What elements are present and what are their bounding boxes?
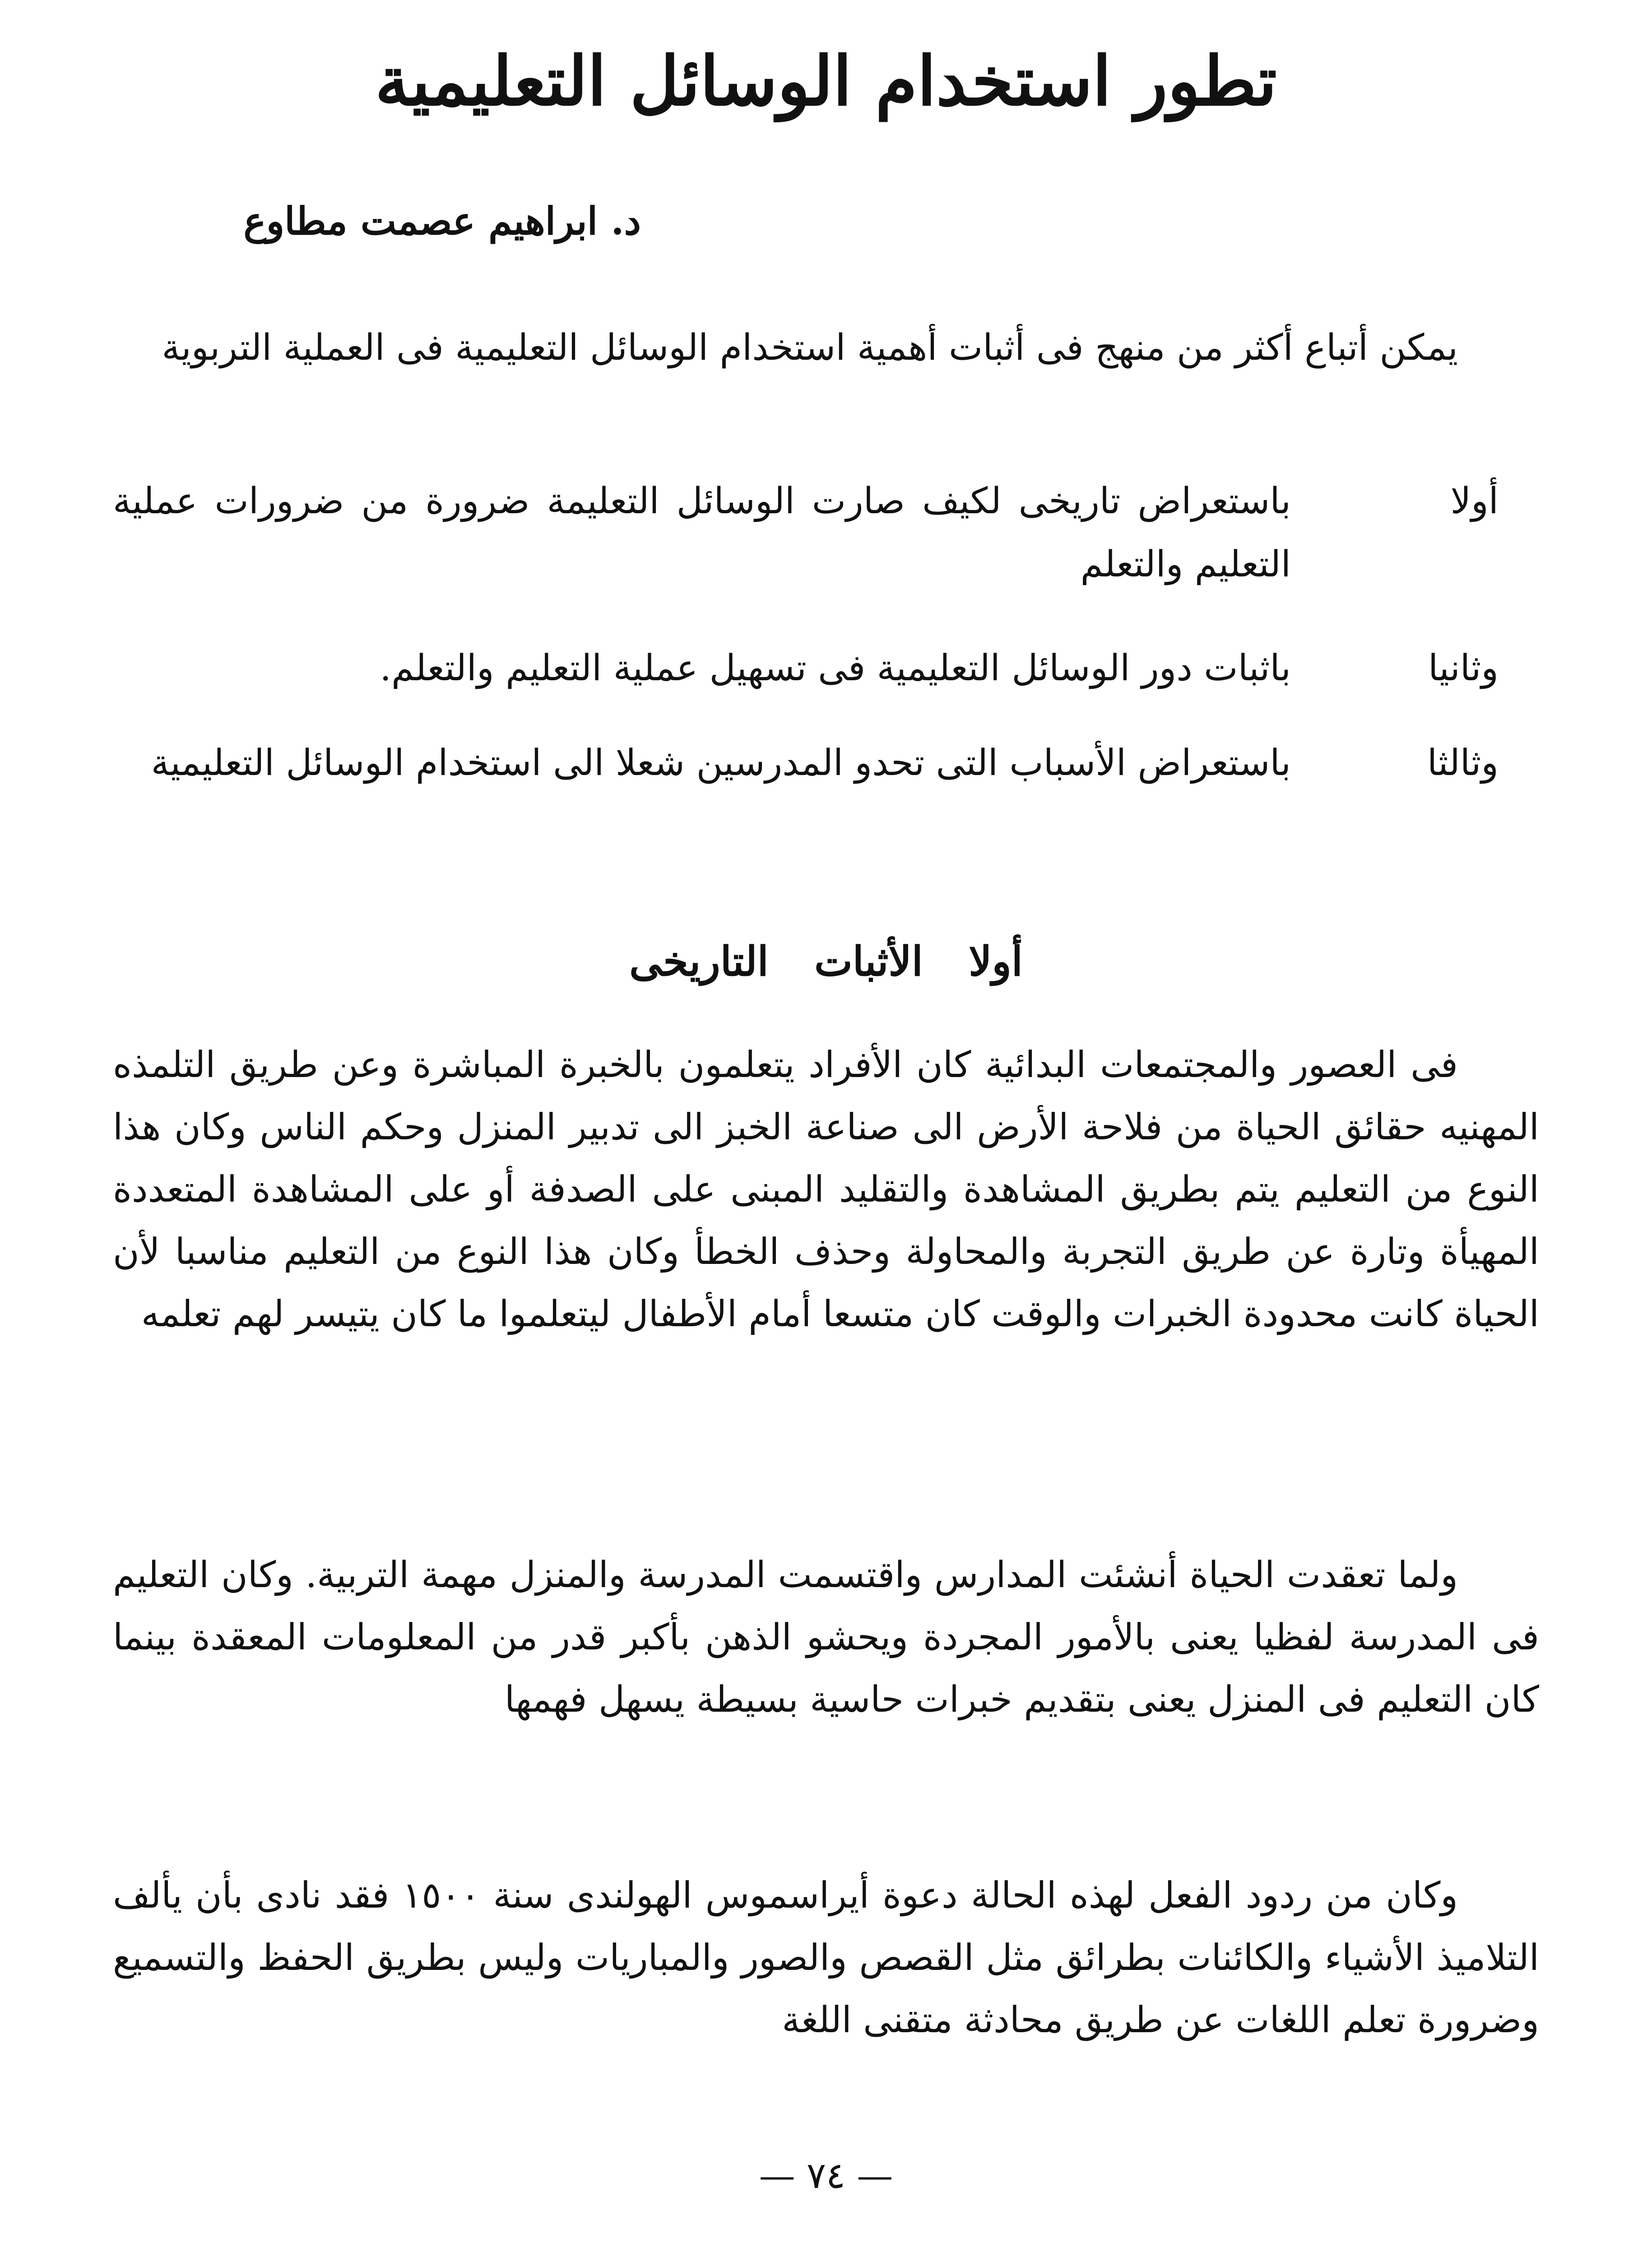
intro-paragraph [113, 316, 1539, 379]
author-name: د. ابراهيم عصمت مطاوع [243, 199, 641, 243]
list-item-third [113, 731, 1499, 794]
page-number: — ٧٤ — [759, 2155, 893, 2197]
list-item-text: باثبات دور الوسائل التعليمية فى تسهيل عملية التعليم والتعلم. [380, 647, 1291, 689]
intro-text: يمكن أتباع أكثر من منهج فى أثبات أهمية استخدام الوسائل التعليمية فى العملية التربوية [162, 326, 1458, 368]
list-item-text: باستعراض الأسباب التى تحدو المدرسين شعلا الى استخدام الوسائل التعليمية [151, 742, 1291, 784]
body-paragraph-3: وكان من ردود الفعل لهذه الحالة دعوة أيراسموس الهولندى سنة ١٥٠٠ فقد نادى بأن يألف التلاميذ الأشياء والكائنات بطرائق مثل القصص والصور والمباريات وليس بطريق الحفظ والتسميع وضرورة تعلم اللغات عن طريق محادثة متقنى اللغة [113, 1874, 1539, 2041]
list-item-text: باستعراض تاريخى لكيف صارت الوسائل التعليمة ضرورة من ضرورات عملية التعليم والتعلم [113, 480, 1291, 585]
section-heading: أولا الأثبات التاريخى [629, 938, 1023, 985]
body-paragraph-1: فى العصور والمجتمعات البدائية كان الأفراد يتعلمون بالخبرة المباشرة وعن طريق التلمذه المهنيه حقائق الحياة من فلاحة الأرض الى صناعة الخبز الى تدبير المنزل وحكم الناس وكان هذا النوع من التعليم يتم بطريق المشاهدة والتقليد المبنى على الصدفة أو على المشاهدة المتعددة المهيأة وتارة عن طريق التجربة والمحاولة وحذف الخطأ وكان هذا النوع من التعليم مناسبا لأن الحياة كانت محدودة الخبرات والوقت كان متسعا أمام الأطفال ليتعلموا ما كان يتيسر لهم تعلمه [113, 1044, 1539, 1335]
list-item-first [113, 469, 1499, 596]
list-item-second [113, 636, 1499, 700]
body-paragraph-2: ولما تعقدت الحياة أنشئت المدارس واقتسمت المدرسة والمنزل مهمة التربية. وكان التعليم فى المدرسة لفظيا يعنى بالأمور المجردة ويحشو الذهن بأكبر قدر من المعلومات المعقدة بينما كان التعليم فى المنزل يعنى بتقديم خبرات حاسية بسيطة يسهل فهمها [113, 1554, 1539, 1720]
list-item-label: وثانيا [1428, 647, 1499, 689]
article-title: تطور استخدام الوسائل التعليمية [375, 42, 1277, 121]
list-item-label: أولا [1450, 480, 1499, 522]
list-item-label: وثالثا [1427, 742, 1499, 784]
